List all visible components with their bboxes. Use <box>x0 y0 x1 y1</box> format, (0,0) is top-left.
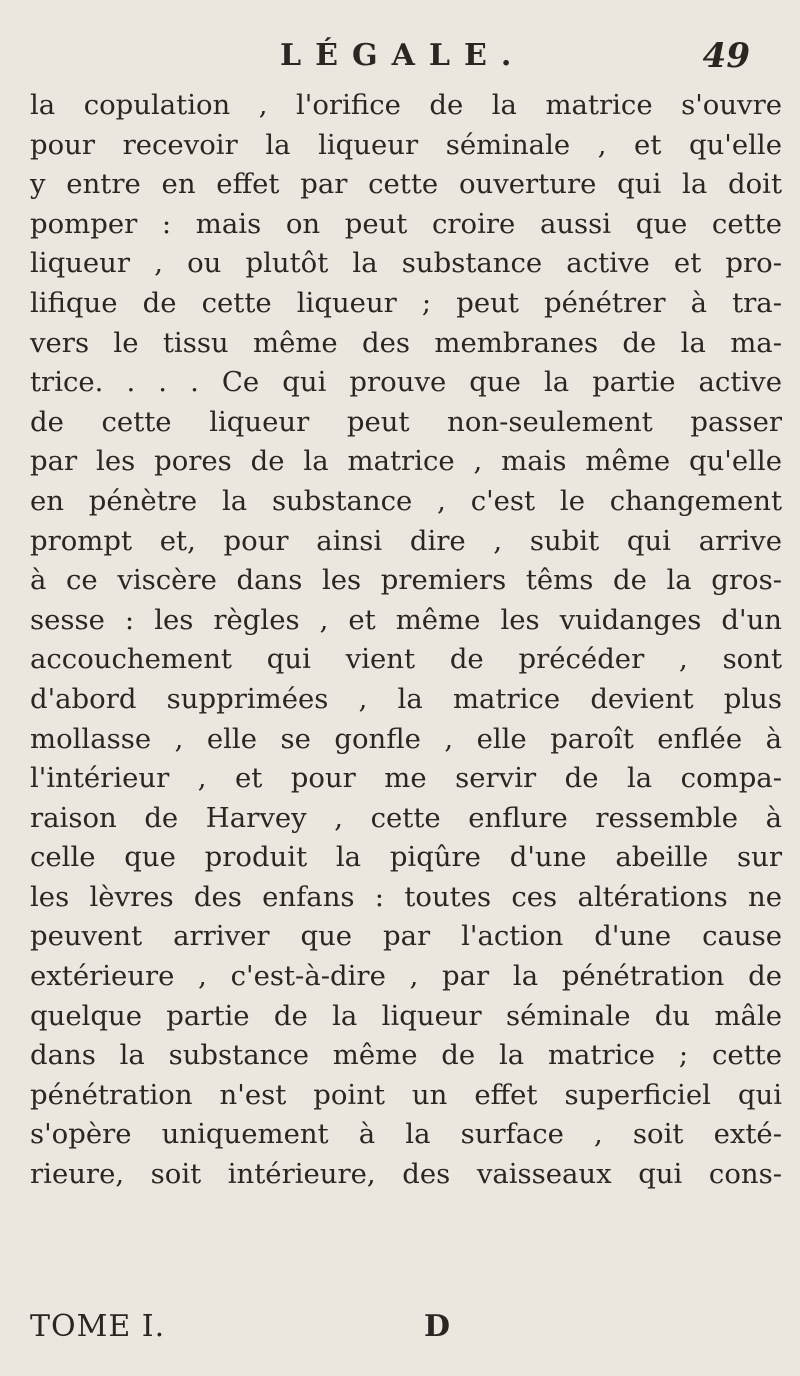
text-line: y entre en effet par cette ouverture qui la doit <box>30 168 782 201</box>
text-line: s'opère uniquement à la surface , soit exté- <box>30 1118 782 1151</box>
text-line: de cette liqueur peut non-seulement passer <box>30 405 782 438</box>
text-line: prompt et, pour ainsi dire , subit qui arrive <box>30 524 782 557</box>
text-line: liqueur , ou plutôt la substance active et pro- <box>30 247 782 280</box>
text-line: d'abord supprimées , la matrice devient plus <box>30 682 782 715</box>
text-line: pour recevoir la liqueur séminale , et qu'elle <box>30 128 782 161</box>
page-number: 49 <box>702 36 750 76</box>
body-text <box>30 86 782 1195</box>
text-line: quelque partie de la liqueur séminale du mâle <box>30 999 782 1032</box>
text-line: extérieure , c'est-à-dire , par la pénétration de <box>30 960 782 993</box>
text-line: en pénètre la substance , c'est le changement <box>30 484 782 517</box>
text-line: les lèvres des enfans : toutes ces altérations ne <box>30 880 782 913</box>
text-line: vers le tissu même des membranes de la ma- <box>30 326 782 359</box>
text-line: la copulation , l'orifice de la matrice s'ouvre <box>30 89 782 121</box>
text-line: l'intérieur , et pour me servir de la compa- <box>30 762 782 795</box>
text-line: celle que produit la piqûre d'une abeille sur <box>30 841 782 874</box>
text-line: pénétration n'est point un effet superficiel qui <box>30 1078 782 1111</box>
text-line: lifique de cette liqueur ; peut pénétrer à tra- <box>30 286 782 319</box>
text-line: mollasse , elle se gonfle , elle paroît enflée à <box>30 722 782 755</box>
signature-mark: D <box>423 1309 450 1344</box>
text-line: peuvent arriver que par l'action d'une cause <box>30 920 782 953</box>
text-line: dans la substance même de la matrice ; cette <box>30 1039 782 1072</box>
text-line: rieure, soit intérieure, des vaisseaux qui cons- <box>30 1158 782 1191</box>
text-line: raison de Harvey , cette enflure ressemble à <box>30 801 782 834</box>
text-line: accouchement qui vient de précéder , sont <box>30 643 782 676</box>
text-line: pomper : mais on peut croire aussi que cette <box>30 207 782 240</box>
page-footer <box>30 1309 450 1353</box>
volume-marker: TOME I. <box>30 1309 166 1344</box>
text-line: à ce viscère dans les premiers têms de la gros- <box>30 564 782 597</box>
text-line: trice. . . . Ce qui prouve que la partie active <box>30 366 782 399</box>
text-line: par les pores de la matrice , mais même qu'elle <box>30 445 782 478</box>
running-head: LÉGALE. <box>280 38 526 73</box>
text-line: sesse : les règles , et même les vuidanges d'un <box>30 603 782 636</box>
page-header <box>280 38 750 86</box>
